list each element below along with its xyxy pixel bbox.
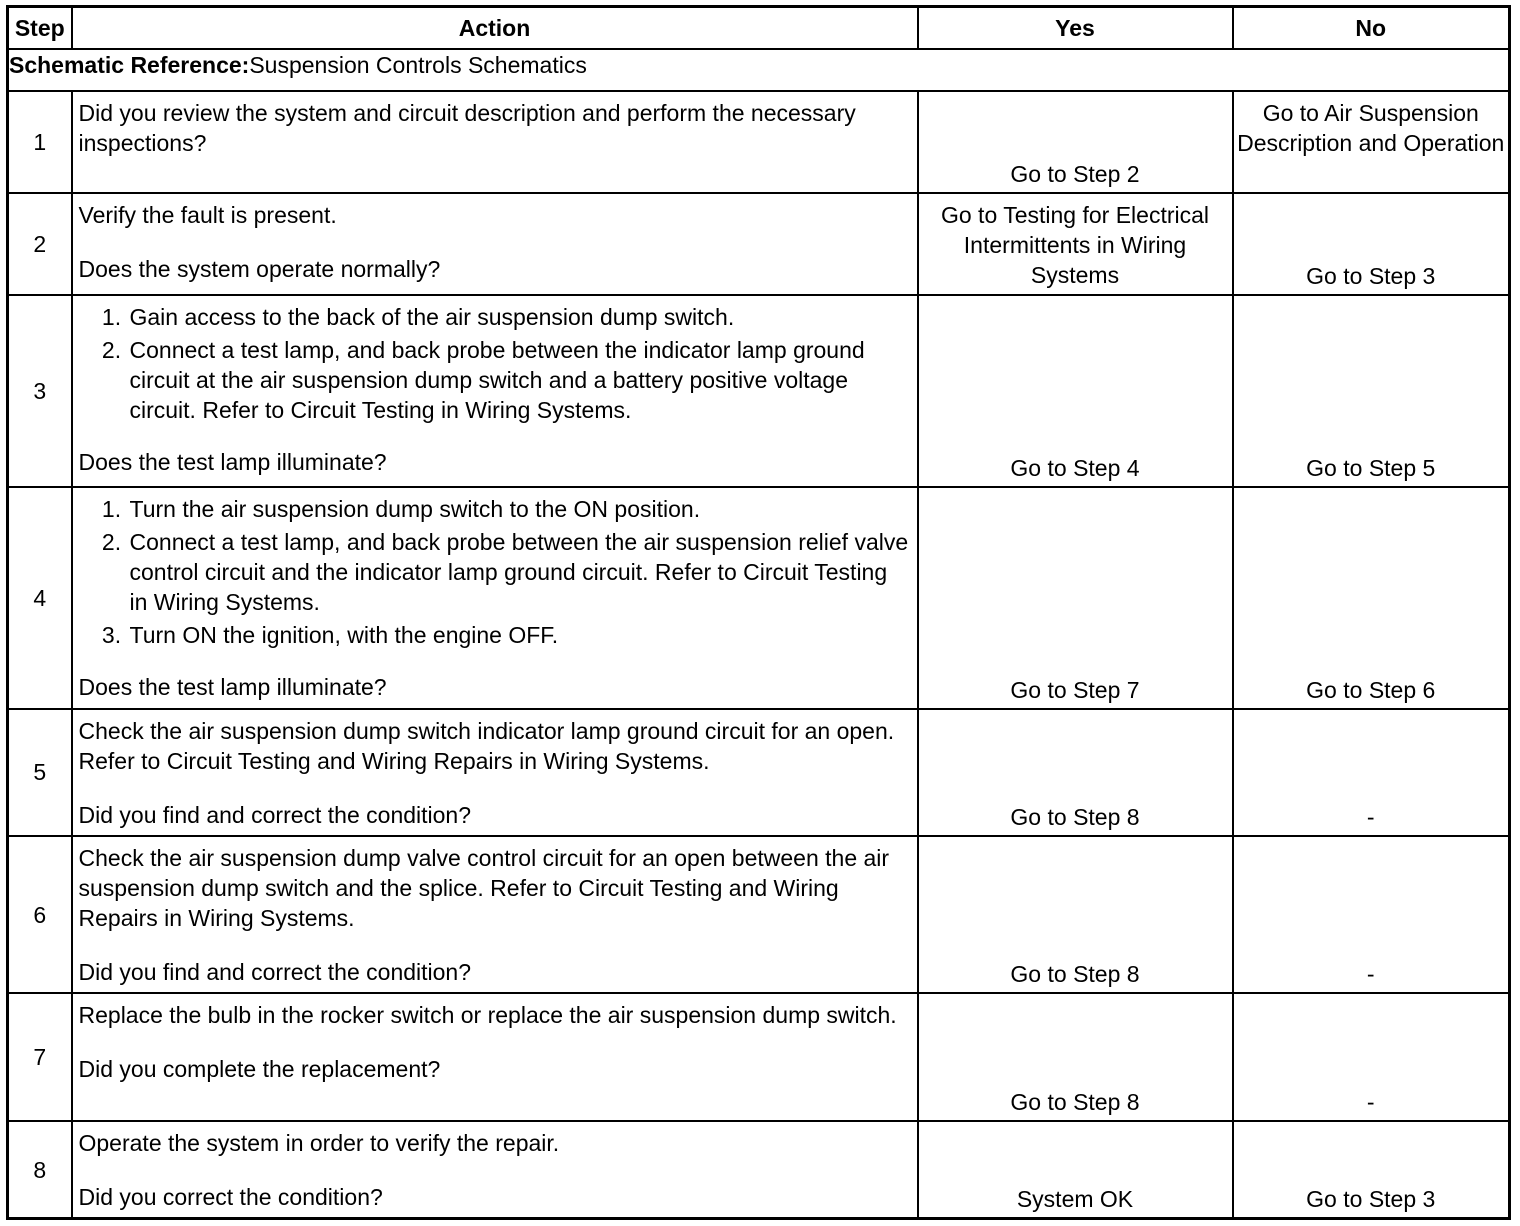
step-number: 4 [8,487,72,709]
step-row-5 [8,709,1510,836]
step-number: 1 [8,91,72,193]
step-row-1 [8,91,1510,193]
no-result: Go to Step 3 [1233,193,1510,295]
schematic-reference [8,49,1510,91]
step-number: 7 [8,993,72,1121]
step-number: 3 [8,295,72,486]
step-row-2 [8,193,1510,295]
step-action [72,295,918,486]
step-row-7 [8,993,1510,1121]
step-action [72,91,918,193]
action-text: Operate the system in order to verify the repair. [78,1130,560,1157]
step-action [72,1121,918,1218]
action-text: Did you review the system and circuit description and perform the necessary inspections? [78,100,856,157]
step-number: 6 [8,836,72,993]
header-yes: Yes [918,7,1233,50]
action-question: Did you find and correct the condition? [78,958,472,985]
action-list [79,494,911,650]
step-number: 8 [8,1121,72,1218]
step-action [72,193,918,295]
schematic-reference-row [8,49,1510,91]
action-text: Replace the bulb in the rocker switch or replace the air suspension dump switch. [78,1002,897,1029]
no-result: Go to Step 3 [1233,1121,1510,1218]
step-number: 2 [8,193,72,295]
step-row-6 [8,836,1510,993]
step-action [72,709,918,836]
action-list-item: 3. Turn ON the ignition, with the engine OFF. [128,620,911,650]
diagnostic-table [6,5,1511,1220]
step-number: 5 [8,709,72,836]
yes-result: Go to Step 2 [918,91,1233,193]
step-row-4 [8,487,1510,709]
yes-result: Go to Step 7 [918,487,1233,709]
header-step: Step [8,7,72,50]
action-question: Does the test lamp illuminate? [78,673,387,700]
yes-result: Go to Step 4 [918,295,1233,486]
no-result: - [1233,709,1510,836]
action-question: Did you find and correct the condition? [78,801,472,828]
action-list-item: 1. Turn the air suspension dump switch to the ON position. [128,494,911,524]
action-list [79,302,911,425]
action-text: Verify the fault is present. [78,202,337,229]
step-action [72,993,918,1121]
yes-result: Go to Step 8 [918,993,1233,1121]
header-action: Action [72,7,918,50]
action-list-item: 1. Gain access to the back of the air suspension dump switch. [128,302,911,332]
action-text: Check the air suspension dump switch indicator lamp ground circuit for an open. Refer to Circuit Testing and Wiring Repairs in Wiring Systems. [78,717,895,774]
action-question: Did you correct the condition? [78,1184,383,1211]
step-action [72,836,918,993]
action-question: Does the system operate normally? [78,256,441,283]
yes-result: Go to Testing for Electrical Intermittents in Wiring Systems [918,193,1233,295]
step-row-8 [8,1121,1510,1218]
no-result: - [1233,836,1510,993]
header-no: No [1233,7,1510,50]
yes-result: System OK [918,1121,1233,1218]
no-result: Go to Step 5 [1233,295,1510,486]
schematic-reference-label: Schematic Reference: [9,52,250,78]
no-result: - [1233,993,1510,1121]
action-list-item: 2. Connect a test lamp, and back probe between the air suspension relief valve control circuit and the indicator lamp ground circuit. Refer to Circuit Testing in Wiring Systems. [128,527,911,617]
header-row [8,7,1510,50]
step-row-3 [8,295,1510,486]
action-text: Check the air suspension dump valve control circuit for an open between the air suspension dump switch and the splice. Refer to Circuit Testing and Wiring Repairs in Wiring Systems. [78,844,890,931]
action-list-item: 2. Connect a test lamp, and back probe between the indicator lamp ground circuit at the air suspension dump switch and a battery positive voltage circuit. Refer to Circuit Testing in Wiring Systems. [128,335,911,425]
action-question: Does the test lamp illuminate? [78,449,387,476]
no-result: Go to Air Suspension Description and Operation [1233,91,1510,193]
yes-result: Go to Step 8 [918,709,1233,836]
schematic-reference-value: Suspension Controls Schematics [249,52,587,78]
no-result: Go to Step 6 [1233,487,1510,709]
action-question: Did you complete the replacement? [78,1056,441,1083]
yes-result: Go to Step 8 [918,836,1233,993]
step-action [72,487,918,709]
